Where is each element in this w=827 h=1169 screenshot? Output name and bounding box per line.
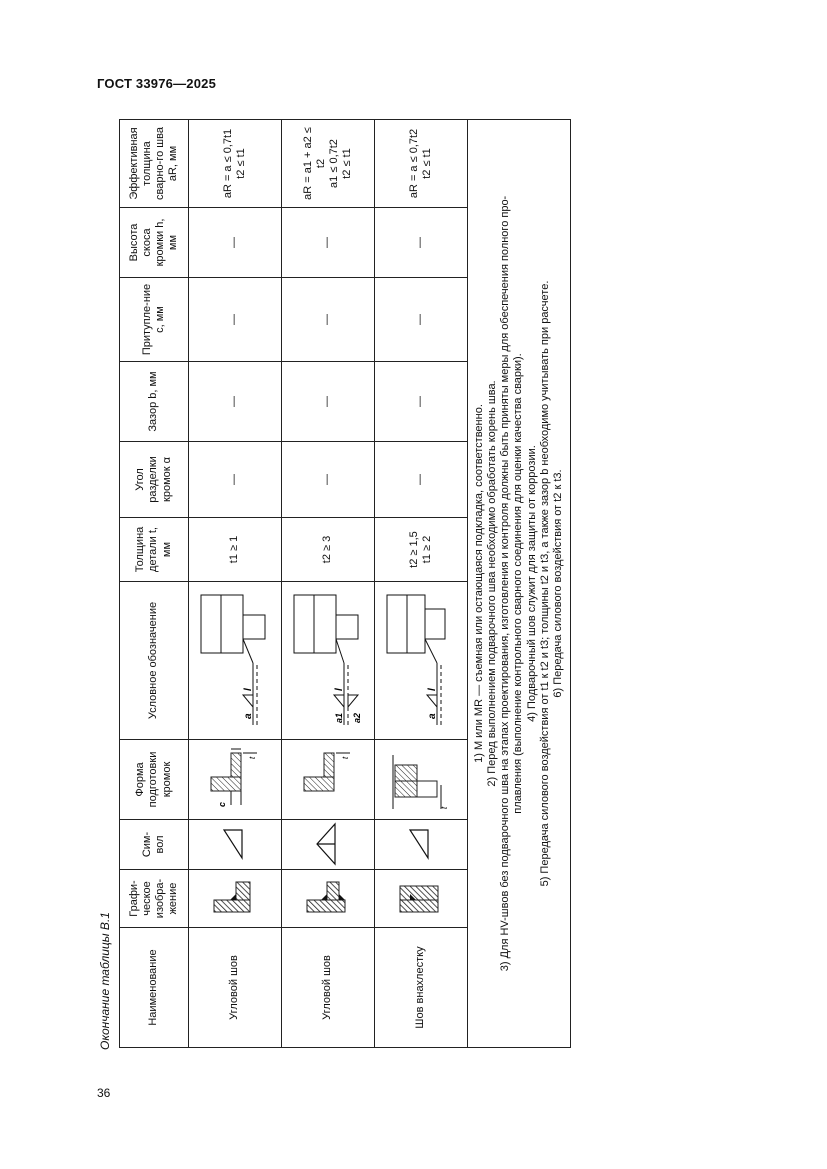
thickness-cell: t2 ≥ 3	[282, 518, 375, 582]
designation-drawing-icon	[286, 586, 366, 736]
welds-table	[119, 119, 571, 1048]
footnote-3: 3) Для HV-швов без подварочного шва на этапах проектирования, изготовления и контроля должны быть приняты меры для обеспечения полного про-	[499, 195, 512, 972]
label-t: t	[247, 757, 257, 760]
angle-cell: —	[375, 442, 468, 518]
table-caption: Окончание таблицы В.1	[98, 912, 112, 1050]
table-row	[375, 120, 468, 1048]
designation-drawing-icon	[379, 586, 459, 736]
land-cell: —	[282, 278, 375, 362]
graphic-image	[282, 870, 375, 928]
label-l: l	[242, 688, 254, 692]
designation-cell	[189, 582, 282, 740]
footnotes-row	[468, 120, 571, 1048]
row-name: Угловой шов	[189, 928, 282, 1048]
col-name: Наименование	[120, 928, 189, 1048]
page-number: 36	[97, 1086, 111, 1100]
footnote-4: 4) Подварочный шов служит для защиты от коррозии.	[525, 445, 538, 722]
footnote-1: 1) M или MR — съемная или остающаяся подкладка, соответственно.	[472, 404, 485, 763]
footnote-5: 5) Передача силового воздействия от t1 к t2 и t3; толщины t2 и t3, а также зазор b необходимо учитывать при расчете.	[538, 280, 551, 887]
angle-cell: —	[282, 442, 375, 518]
gap-cell: —	[189, 362, 282, 442]
edge-form-drawing-icon	[389, 744, 449, 816]
effective-line-2: a1 ≤ 0,7t2	[328, 139, 340, 188]
document-header: ГОСТ 33976—2025	[97, 76, 216, 91]
designation-drawing-icon	[193, 586, 273, 736]
row-name: Шов внахлестку	[375, 928, 468, 1048]
edge-form-drawing-icon	[296, 744, 356, 816]
thickness-line-1: t2 ≥ 1,5	[407, 531, 420, 568]
edge-form-drawing-icon	[203, 744, 263, 816]
bevel-height-cell: —	[282, 208, 375, 278]
row-name: Угловой шов	[282, 928, 375, 1048]
thickness-line-2: t1 ≥ 2	[421, 535, 433, 564]
thickness-cell: t1 ≥ 1	[189, 518, 282, 582]
label-t: t	[439, 807, 449, 810]
land-cell: —	[189, 278, 282, 362]
effective-cell	[375, 120, 468, 208]
effective-cell	[189, 120, 282, 208]
double-fillet-graphic-icon	[303, 879, 349, 919]
edge-form-cell	[375, 740, 468, 820]
symbol-cell	[282, 820, 375, 870]
col-edge-form: Форма подготовки кромок	[120, 740, 189, 820]
effective-line-2: t2 ≤ t1	[421, 148, 433, 179]
label-a: a	[426, 713, 438, 720]
col-effective: Эффективная толщина сварно-го шва aR, мм	[120, 120, 189, 208]
gap-cell: —	[282, 362, 375, 442]
fillet-weld-graphic-icon	[210, 879, 256, 919]
label-t: t	[340, 757, 350, 760]
label-a2: a2	[351, 713, 362, 724]
label-c: c	[216, 802, 227, 808]
graphic-image	[189, 870, 282, 928]
fillet-symbol-icon	[222, 827, 244, 863]
symbol-cell	[189, 820, 282, 870]
col-symbol: Сим-вол	[120, 820, 189, 870]
lap-weld-graphic-icon	[396, 879, 442, 919]
graphic-image	[375, 870, 468, 928]
label-a: a	[242, 713, 254, 720]
footnote-6: 6) Передача силового воздействия от t2 к t3.	[551, 469, 564, 698]
angle-cell: —	[189, 442, 282, 518]
table-row	[282, 120, 375, 1048]
gap-cell: —	[375, 362, 468, 442]
table-header-row	[120, 120, 189, 1048]
effective-line-1: aR = a1 + a2 ≤ t2	[301, 127, 327, 200]
col-graphic: Графи-ческое изобра-жение	[120, 870, 189, 928]
footnote-3-cont: плавления (выполнение контрольного сварного соединения для оценки качества сварки).	[512, 353, 525, 814]
footnote-2: 2) Перед выполнением подварочного шва необходимо обработать корень шва.	[486, 380, 499, 787]
col-thickness: Толщина детали t, мм	[120, 518, 189, 582]
col-land: Притупле-ние c, мм	[120, 278, 189, 362]
effective-line-2: t2 ≤ t1	[235, 148, 247, 179]
double-fillet-symbol-icon	[315, 822, 337, 866]
bevel-height-cell: —	[189, 208, 282, 278]
rotated-table-block	[119, 120, 564, 1048]
effective-line-1: aR = a ≤ 0,7t1	[221, 128, 234, 199]
label-l: l	[426, 688, 438, 692]
thickness-cell	[375, 518, 468, 582]
effective-line-3: t2 ≤ t1	[341, 148, 354, 179]
bevel-height-cell: —	[375, 208, 468, 278]
label-l: l	[333, 688, 345, 692]
effective-line-1: aR = a ≤ 0,7t2	[407, 128, 420, 199]
edge-form-cell	[282, 740, 375, 820]
table-row	[189, 120, 282, 1048]
footnotes-cell	[468, 120, 571, 1048]
col-gap: Зазор b, мм	[120, 362, 189, 442]
col-designation: Условное обозначение	[120, 582, 189, 740]
col-angle: Угол разделки кромок α	[120, 442, 189, 518]
fillet-symbol-icon	[408, 827, 430, 863]
symbol-cell	[375, 820, 468, 870]
edge-form-cell	[189, 740, 282, 820]
effective-cell	[282, 120, 375, 208]
designation-cell	[375, 582, 468, 740]
land-cell: —	[375, 278, 468, 362]
col-bevel-height: Высота скоса кромки h, мм	[120, 208, 189, 278]
label-a1: a1	[333, 713, 344, 724]
designation-cell	[282, 582, 375, 740]
